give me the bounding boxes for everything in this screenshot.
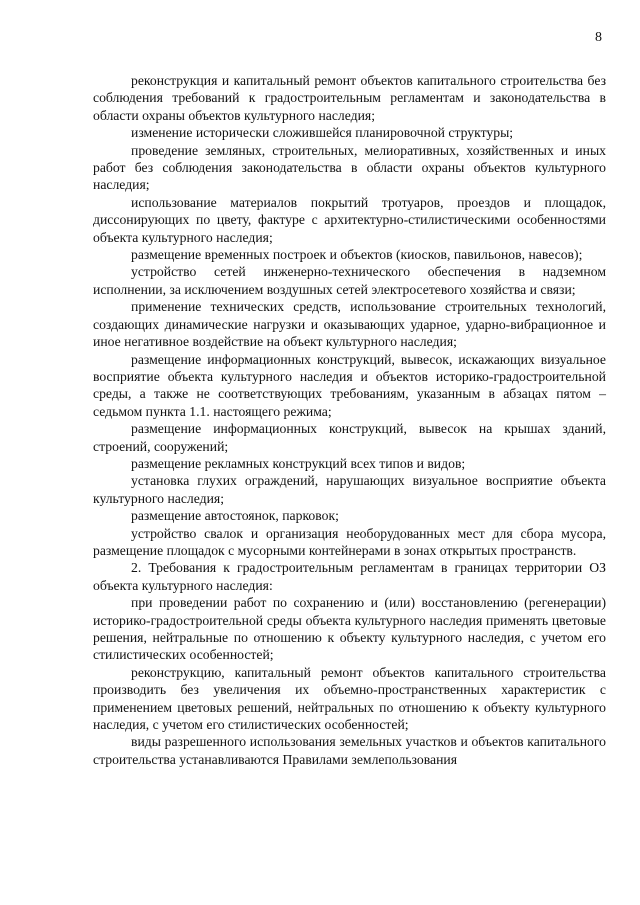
paragraph: размещение информационных конструкций, вывесок, искажающих визуальное восприятие объекта культурного наследия и объектов историко-градостроительной среды, а также не соответствующих требованиям, указанным в абзацах пятом – седьмом пункта 1.1. настоящего режима; [93,351,606,419]
paragraph: использование материалов покрытий тротуаров, проездов и площадок, диссонирующих по цвету, фактуре с архитектурно-стилистическими особенностями объекта культурного наследия; [93,194,606,245]
paragraph: установка глухих ограждений, нарушающих визуальное восприятие объекта культурного наследия; [93,473,606,506]
paragraph: при проведении работ по сохранению и (или) восстановлению (регенерации) историко-градостроительной среды объекта культурного наследия применять цветовые решения, нейтральные по отношению к объекту культурного наследия, с учетом его стилистических особенностей; [93,595,606,663]
paragraph: виды разрешенного использования земельных участков и объектов капитального строительства устанавливаются Правилами землепользования [93,734,606,767]
paragraph: проведение земляных, строительных, мелиоративных, хозяйственных и иных работ без соблюдения законодательства в области охраны объектов культурного наследия; [93,142,606,193]
page-number: 8 [595,30,602,45]
paragraph: реконструкция и капитальный ремонт объектов капитального строительства без соблюдения требований к градостроительным регламентам и законодательства в области охраны объектов культурного наследия; [93,73,606,123]
paragraph: изменение исторически сложившейся планировочной структуры; [131,125,514,141]
paragraph: применение технических средств, использование строительных технологий, создающих динамические нагрузки и оказывающих ударное, ударно-вибрационное и иное негативное воздействие на объект культурного наследия; [93,299,606,350]
paragraph: реконструкцию, капитальный ремонт объектов капитального строительства производить без увеличения их объемно-пространственных характеристик с применением цветовых решений, нейтральных по отношению к объекту культурного наследия, с учетом его стилистических особенностей; [93,664,606,733]
paragraph: размещение временных построек и объектов (киосков, павильонов, навесов); [131,247,583,263]
paragraph: размещение рекламных конструкций всех типов и видов; [131,455,466,471]
paragraph: устройство свалок и организация необорудованных мест для сбора мусора, размещение площадок с мусорными контейнерами в зонах открытых пространств. [93,525,606,558]
document-body [93,72,606,768]
paragraph: устройство сетей инженерно-технического обеспечения в надземном исполнении, за исключением воздушных сетей электросетевого хозяйства и связи; [93,264,606,297]
paragraph: размещение информационных конструкций, вывесок на крышах зданий, строений, сооружений; [93,421,606,454]
section-heading-paragraph: 2. Требования к градостроительным регламентам в границах территории ОЗ объекта культурного наследия: [93,560,606,593]
paragraph: размещение автостоянок, парковок; [131,508,339,524]
